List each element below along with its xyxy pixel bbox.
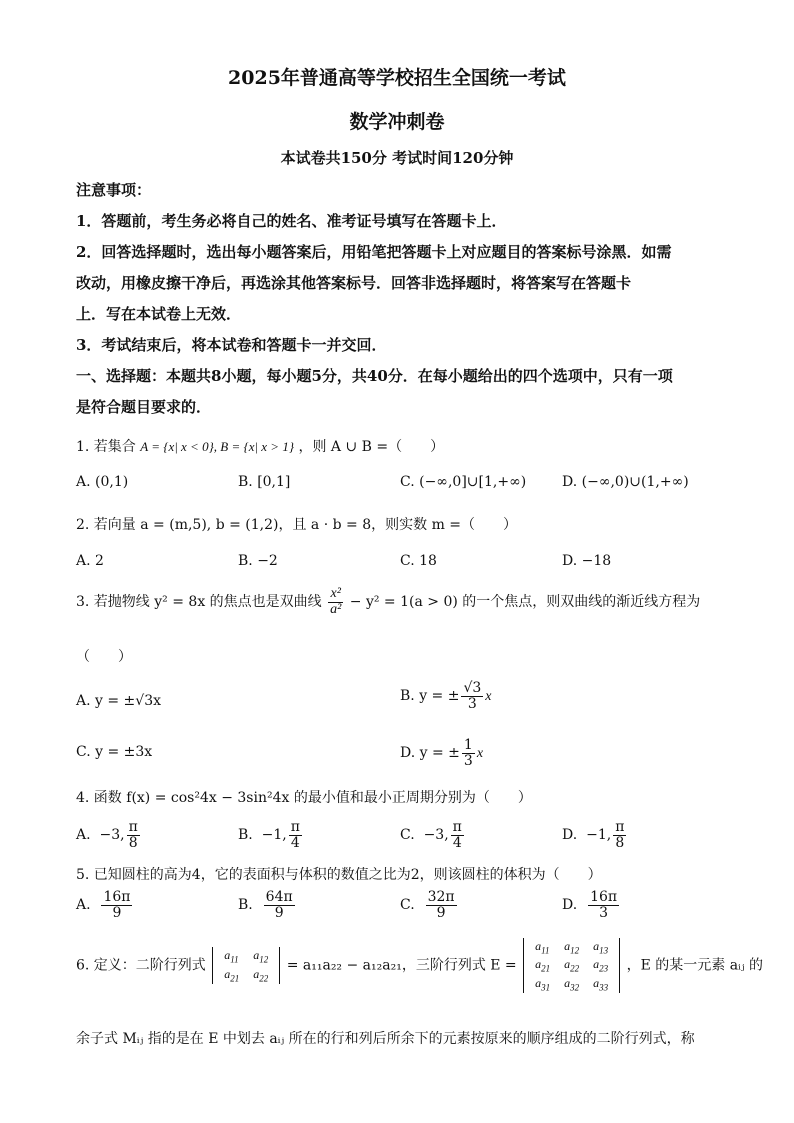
question-1 bbox=[76, 436, 444, 456]
section-1-line-1: 一、选择题：本题共8小题，每小题5分，共40分．在每小题给出的四个选项中，只有一项 bbox=[76, 367, 673, 385]
exam-title: 2025年普通高等学校招生全国统一考试 bbox=[228, 67, 566, 89]
question-3-option-a: A. y = ±√3x bbox=[76, 693, 162, 709]
question-3-option-b-fraction: $\frac{√3}{3}$ bbox=[463, 680, 482, 712]
question-2-option-d: D. −18 bbox=[562, 553, 612, 569]
question-5-option-b: B. $\frac{64\pi}{9}$ bbox=[238, 889, 293, 921]
question-3-pre: 3. 若抛物线 y² = 8x 的焦点也是双曲线 bbox=[76, 594, 322, 611]
question-1-number: 1. 若集合 bbox=[76, 439, 136, 455]
question-2-option-c: C. 18 bbox=[400, 553, 437, 569]
determinant-3x3: $a_{11}$ $a_{12}$ $a_{13}$ $a_{21}$ $a_{22}$ $a_{23}$ $a_{31}$ $a_{32}$ $a_{33}$ bbox=[523, 938, 620, 993]
question-3-option-c: C. y = ±3x bbox=[76, 744, 153, 760]
question-3-hyperbola-fraction: $\frac{\text{x²}}{\text{a²}}$ bbox=[330, 586, 342, 617]
question-4-option-b: B. −1, $\frac{\pi}{4}$ bbox=[238, 819, 300, 851]
question-6-mid: = a₁₁a₂₂ − a₁₂a₂₁，三阶行列式 E = bbox=[286, 957, 517, 974]
question-2: 2. 若向量 a = (m,5), b = (1,2)，且 a · b = 8，则实数 m =（ ） bbox=[76, 517, 518, 533]
question-1-option-b: B. [0,1] bbox=[238, 474, 291, 490]
question-2-option-a: A. 2 bbox=[76, 553, 104, 569]
question-1-option-a: A. (0,1) bbox=[76, 474, 129, 490]
section-1-line-2: 是符合题目要求的． bbox=[76, 398, 212, 416]
question-1-option-c: C. (−∞,0]∪[1,+∞) bbox=[400, 474, 527, 490]
question-3-option-b: B. y = ± $\frac{√3}{3}$ x bbox=[400, 680, 492, 712]
question-4: 4. 函数 f(x) = cos²4x − 3sin²4x 的最小值和最小正周期分别为（ ） bbox=[76, 790, 532, 806]
question-1-tail: ，则 A ∪ B =（ ） bbox=[298, 439, 445, 455]
question-3-option-d-fraction: $\frac{1}{3}$ bbox=[463, 737, 473, 769]
question-6-pre: 6. 定义：二阶行列式 bbox=[76, 957, 206, 974]
question-3-option-d: D. y = ± $\frac{1}{3}$ x bbox=[400, 737, 484, 769]
notice-item-1: 1．答题前，考生务必将自己的姓名、准考证号填写在答题卡上． bbox=[76, 212, 507, 230]
notice-item-2-line-3: 上．写在本试卷上无效． bbox=[76, 305, 242, 323]
question-3 bbox=[76, 587, 700, 617]
notice-item-2-line-2: 改动，用橡皮擦干净后，再选涂其他答案标号．回答非选择题时，将答案写在答题卡 bbox=[76, 274, 632, 292]
notice-heading: 注意事项： bbox=[76, 181, 152, 199]
question-6-post: ，E 的某一元素 aᵢⱼ 的 bbox=[626, 957, 764, 974]
question-5-option-c: C. $\frac{32\pi}{9}$ bbox=[400, 889, 455, 921]
question-6 bbox=[76, 938, 763, 993]
exam-subtitle: 数学冲刺卷 bbox=[349, 111, 445, 133]
question-3-paren: （ ） bbox=[76, 649, 132, 665]
question-5: 5. 已知圆柱的高为4，它的表面积与体积的数值之比为2，则该圆柱的体积为（ ） bbox=[76, 867, 602, 883]
question-5-option-d: D. $\frac{16\pi}{3}$ bbox=[562, 889, 618, 921]
question-2-option-b: B. −2 bbox=[238, 553, 278, 569]
exam-info: 本试卷共150分 考试时间120分钟 bbox=[280, 149, 514, 167]
question-5-option-a: A. $\frac{16\pi}{9}$ bbox=[76, 889, 131, 921]
notice-item-2-line-1: 2．回答选择题时，选出每小题答案后，用铅笔把答题卡上对应题目的答案标号涂黑．如需 bbox=[76, 243, 672, 261]
question-3-post: − y² = 1(a > 0) 的一个焦点，则双曲线的渐近线方程为 bbox=[349, 594, 701, 611]
question-1-option-d: D. (−∞,0)∪(1,+∞) bbox=[562, 474, 689, 490]
question-4-option-c: C. −3, $\frac{\pi}{4}$ bbox=[400, 819, 462, 851]
question-1-sets: A = {x| x < 0}, B = {x| x > 1} bbox=[140, 439, 295, 454]
question-4-option-a: A. −3, $\frac{\pi}{8}$ bbox=[76, 819, 138, 851]
notice-item-3: 3．考试结束后，将本试卷和答题卡一并交回． bbox=[76, 336, 387, 354]
question-4-option-d: D. −1, $\frac{\pi}{8}$ bbox=[562, 819, 625, 851]
determinant-2x2: $a_{11}$ $a_{12}$ $a_{21}$ $a_{22}$ bbox=[212, 947, 280, 984]
question-6-line-2: 余子式 Mᵢⱼ 指的是在 E 中划去 aᵢⱼ 所在的行和列后所余下的元素按原来的顺序组成的二阶行列式，称 bbox=[76, 1031, 695, 1047]
